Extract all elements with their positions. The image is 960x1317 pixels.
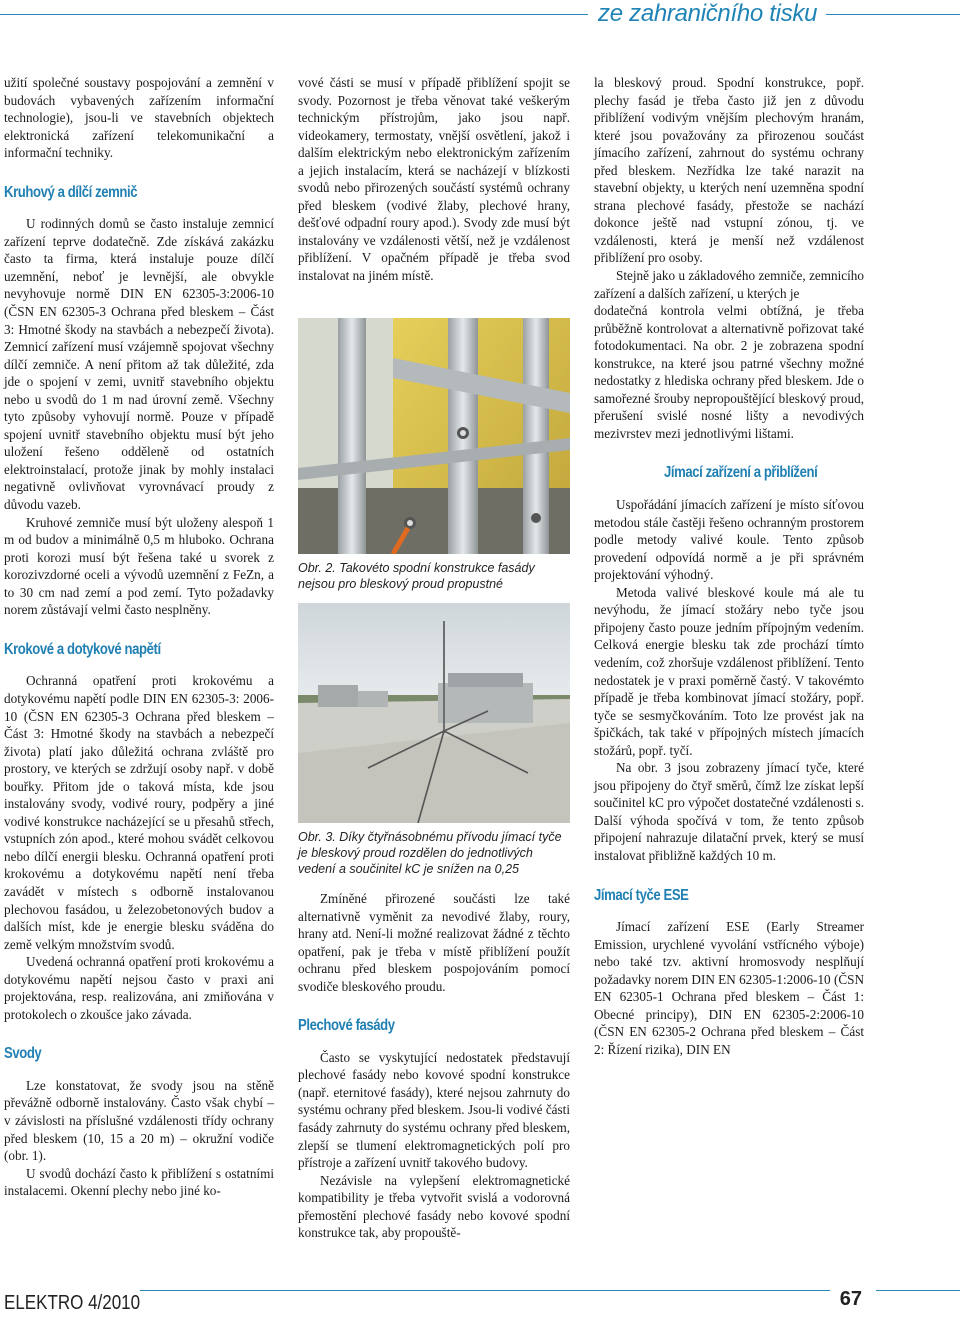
figure-2-caption: Obr. 2. Takovéto spodní konstrukce fasády nejsou pro bleskový proud propustné: [298, 561, 535, 591]
footer-rule-right: [876, 1290, 960, 1291]
journal-issue: ELEKTRO 4/2010: [4, 1292, 141, 1314]
paragraph: dodatečná kontrola velmi obtížná, je třeba průběžně kontrolovat a alternativně pořizovat také fotodokumentaci. Na obr. 2 je zobrazena spodní konstrukce, na které jsou patrné všechny možné nedostatky z hlediska ochrany před bleskem. Jde o samořezné šrouby nepropouštějící bleskový proud, přerušení svislé nosné lišty a nevodivých mezivrstev mezi jednotlivými lištami.: [594, 303, 864, 441]
section-title: ze zahraničního tisku: [598, 0, 818, 27]
figure-3-caption: Obr. 3. Díky čtyřnásobnému přívodu jímací tyče je bleskový proud rozdělen do jednotlivých vedení a součinitel kC je snížen na 0,25: [298, 830, 562, 876]
column-3: [594, 74, 864, 1058]
paragraph: Metoda valivé bleskové koule má ale tu nevýhodu, že jímací stožáry nebo tyče jsou připojeny často pouze jedním přípojným vedením. Celková energie blesku tak zde prochází tímto vedením, což zhoršuje vzdálenost přiblížení. Tento nedostatek je v praxi poměrně častý. V takovémto případě je třeba kombinovat jímací stožáry, popř. tyče se sesmyčkováním. Toto lze provést jak na špičkách, tak také v přípojných místech jímacích stožárů, popř. tyčí.: [594, 584, 864, 758]
paragraph: Lze konstatovat, že svody jsou na stěně převážně odborně instalovány. Často však chybí – v závislosti na příslušné vzdálenosti třídy ochrany před bleskem (10, 15 a 20 m) – okružní vodiče (obr. 1).: [4, 1077, 274, 1164]
paragraph: Kruhové zemniče musí být uloženy alespoň 1 m od budov a minimálně 0,5 m hluboko. Ochrana proti korozi musí být řešena také u svorek z korozivzdorné oceli a vývodů uzemnění z FeZn, a to 30 cm nad zemí a pod zemí. Tyto požadavky norem zůstávají velmi často nesplněny.: [4, 514, 274, 618]
heading: Svody: [4, 1045, 42, 1063]
paragraph: Ochranná opatření proti krokovému a dotykovému napětí podle DIN EN 62305-3: 2006-10 (ČSN EN 62305-3 Ochrana před bleskem – Část 3: Hmotné škody na stavbách a nebezpečí života) platí jako důležitá ochrana zvláště pro prostory, ve kterých se zdržují osoby např. v době bouřky. Přitom jde o taková místa, kde jsou instalovány svody, vodivé roury, podpěry a jiné vodivé konstrukce nacházející se u přesahů střech, vstupních zón apod., které mohou svádět celkovou nebo dílčí energii blesku. Ochranná opatření proti krokovému a dotykovému napětí není třeba zavádět v místech s odborně instalovanou plechovou fasádou, u železobetonových budov a dalších míst, kde je energie blesku sváděna do země velkým množstvím svodů.: [4, 673, 274, 952]
paragraph: Uvedená ochranná opatření proti krokovému a dotykovému napětí nejsou často v praxi ani projektována, resp. realizována, ani zmiňována v protokolech o zkoušce jako závada.: [4, 954, 274, 1022]
figure-2-photo: [298, 318, 570, 554]
paragraph: užití společné soustavy pospojování a zemnění v budovách vybavených zařízením informační technologie), jsou-li ve stavebních objektech elektronická zařízení telekomunikační a informační techniky.: [4, 75, 274, 161]
column-2-top: [298, 74, 570, 285]
paragraph: Často se vyskytující nedostatek představují plechové fasády nebo kovové spodní konstrukce (např. eternitové fasády), které nejsou zahrnuty do systému ochrany před bleskem. Jsou-li vodivé části fasády zahrnuty do systému ochrany před bleskem, zlepší se tlumení elektromagnetických polí pro přístroje a zařízení uvnitř takového budovy.: [298, 1049, 570, 1171]
heading: Krokové a dotykové napětí: [4, 640, 161, 658]
footer-rule: [140, 1290, 830, 1291]
figure-3-photo: [298, 603, 570, 823]
header-rule-right: [826, 14, 960, 15]
paragraph: Uspořádání jímacích zařízení je místo síťovou metodou stále častěji řešeno ochranným prostorem podle metody valivé koule. Tento způsob provedení odpovídá normě a je při správném projektování výhodný.: [594, 497, 864, 583]
paragraph: la bleskový proud. Spodní konstrukce, popř. plechy fasád je třeba často již jen z důvodu přiblížení vodivým vnějším plechovým hranám, které jsou považovány za přirozenou součást jímacího zařízení, zahrnout do systému ochrany před bleskem. Nezřídka lze také narazit na stavební objekty, u kterých není uzemněna spodní strana plechové fasády, přestože se nachází dokonce ještě nad vstupní zónou, tj. ve vzdálenosti, která je menší než vzdálenost přiblížení pro osoby.: [594, 75, 864, 266]
paragraph: Stejně jako u základového zemniče, zemnicího zařízení a dalších zařízení, u kterých je: [594, 268, 864, 301]
heading: Kruhový a dílčí zemnič: [4, 183, 138, 201]
paragraph: Zmíněné přirozené součásti lze také alternativně vyměnit za nevodivé žlaby, roury, hrany atd. Není-li možné realizovat žádné z těchto opatření, pak je třeba v místě přiblížení použít ochranu před bleskem pospojováním pomocí svodiče bleskového proudu.: [298, 891, 570, 994]
paragraph: U rodinných domů se často instaluje zemnicí zařízení teprve dodatečně. Zde získává zakázku často ta firma, která instaluje pouze dílčí uzemnění, neboť je levnější, ale obvykle nevyhovuje normě DIN EN 62305-3:2006-10 (ČSN EN 62305-3 Ochrana před bleskem – Část 3: Hmotné škody na stavbách a nebezpečí života). Zemnicí zařízení musí vzájemně spojovat všechny dílčí zemniče. A není přitom až tak důležité, zda jde o spojení v zemi, uvnitř stavebního objektu nebo u svodů do 1 m nad úrovní země. Všechny tyto způsoby vyhovují normě. Pouze v případě spojení uvnitř stavebního objektu musí být jeho uložení řešeno odděleně od ostatních elektroinstalací, protože jinak by mohly instalaci negativně ovlivňovat vyrovnávací proudy z důvodu vazeb.: [4, 216, 274, 513]
paragraph: Jímací zařízení ESE (Early Streamer Emission, urychlené vyvolání vstřícného výboje) nebo také tzv. aktivní hromosvody nesplňují požadavky norem DIN EN 62305-1:2006-10 (ČSN EN 62305-1 Ochrana před bleskem – Část 1: Obecné principy), DIN EN 62305-2:2006-10 (ČSN EN 62305-2 Ochrana před bleskem – Část 2: Řízení rizika), DIN EN: [594, 919, 864, 1057]
paragraph: U svodů dochází často k přiblížení s ostatními instalacemi. Okenní plechy nebo jiné ko-: [4, 1165, 274, 1199]
paragraph: Nezávisle na vylepšení elektromagnetické kompatibility je třeba vytvořit svislá a vodorovná přemostění plechové fasády nebo kovové spodní konstrukce tak, aby propouště-: [298, 1172, 570, 1241]
column-2-bottom: [298, 890, 570, 1242]
paragraph: vové části se musí v případě přiblížení spojit se svody. Pozornost je třeba věnovat také veškerým technickým přístrojům, jako jsou např. videokamery, termostaty, vnější osvětlení, jakož i dalším elektrickým nebo elektronickým zařízením a jejich instalacím, která se nacházejí v blízkosti svodů nebo přirozených součástí systémů ochrany před bleskem (vodivé žlaby, plechové hrany, dešťové odpadní roury apod.). Svody zde musí být instalovány ve vzdálenosti větší, než je vzdálenost přiblížení. V opačném případě je třeba svod instalovat na jiném místě.: [298, 75, 570, 284]
paragraph: Na obr. 3 jsou zobrazeny jímací tyče, které jsou připojeny do čtyř směrů, čímž lze získat lepší součinitel kC pro výpočet dostatečné vzdálenosti s. Další výhoda spočívá v tom, že tento způsob připojení nahrazuje dilatační prvek, který se musí instalovat přibližně každých 10 m.: [594, 760, 864, 863]
header-rule: [0, 14, 588, 15]
column-1: [4, 74, 274, 1200]
page-number: 67: [839, 1288, 862, 1310]
heading: Jímací tyče ESE: [594, 886, 689, 904]
heading: Jímací zařízení a přiblížení: [664, 464, 818, 482]
heading: Plechové fasády: [298, 1017, 395, 1035]
